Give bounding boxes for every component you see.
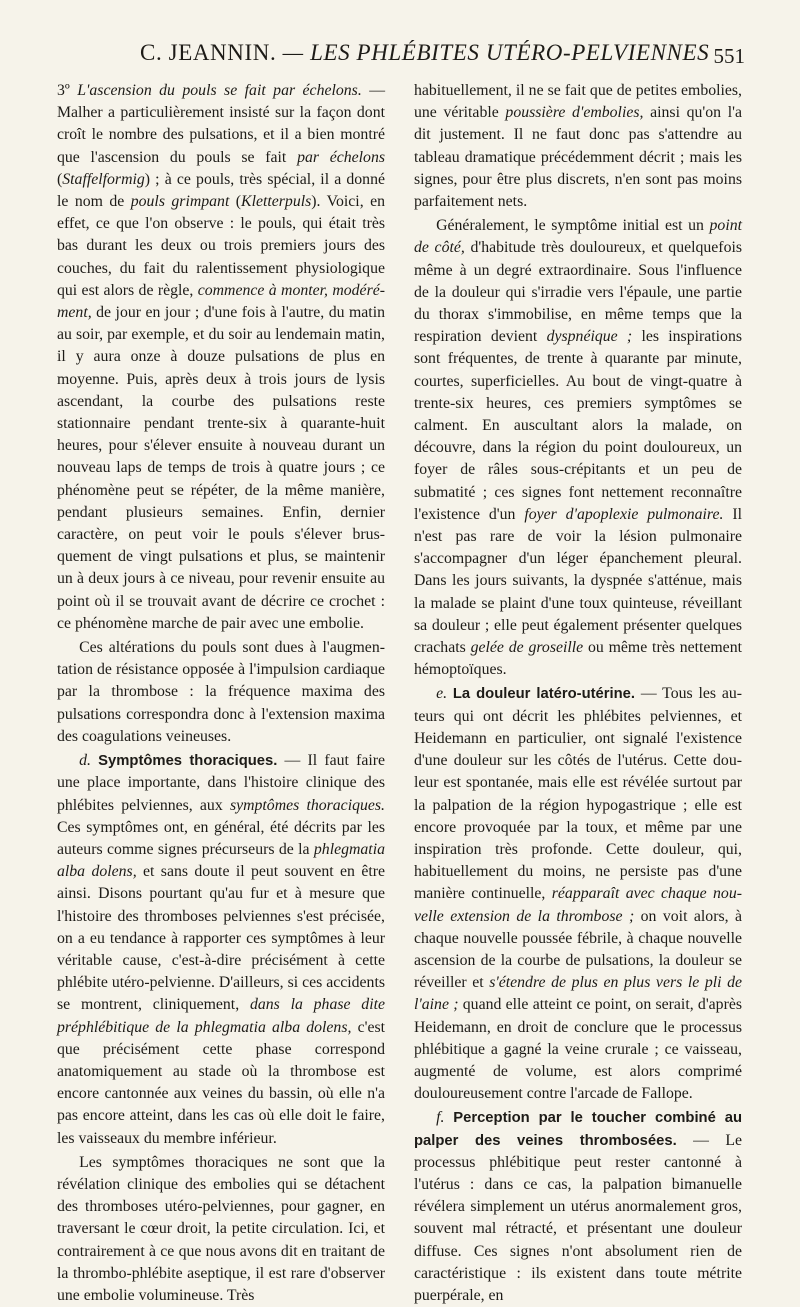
italic-text: symptômes thoraciques. <box>229 796 385 814</box>
header-dash: — <box>276 40 311 65</box>
text-run: — Le processus phlébitique peut rester cantonné à l'utérus : dans ce cas, la palpation bimanuelle révélera simplement un utérus anormalement gros, souvent mal rétracté, et présentant une douleur diffuse. Ces signes n'ont absolument rien de caractéristique : ils existent dans toute métrite puerpérale, en <box>414 1131 742 1304</box>
italic-text: dyspnéique ; <box>546 328 633 346</box>
text-run: ( <box>229 193 242 211</box>
text-run: — Il faut faire une place importante, dans l'histoire clinique des phlébites pelviennes, aux <box>57 752 386 814</box>
italic-text: poussière d'embolies, <box>505 104 644 122</box>
section-heading: La douleur latéro-utérine. <box>452 686 636 703</box>
page-number: 551 <box>713 44 745 68</box>
italic-text: gelée de groseille <box>470 639 584 657</box>
text-run: c'est que précisément cette phase correspond anatomiquement au stade où la thrombose est encore cantonnée aux veines du bassin, où elle n'a pas encore atteint, dans les cas où elle doit le faire, les vaisseaux du membre inférieur. <box>57 1018 385 1147</box>
section-letter: e. <box>436 685 448 703</box>
text-run: ( <box>57 170 63 188</box>
text-run: Ces altérations du pouls sont dues à l'augmentation de résistance opposée à l'impulsion cardiaque par la thrombose : la fréquence maxima des pulsations correspondra donc à l'extension maxima des coagulations veineuses. <box>57 639 385 745</box>
text-run: — Tous les auteurs qui ont décrit les phlébites pelviennes, et Heidemann en particulier, ont signalé l'existence d'une douleur sur les côtés de l'utérus. Cette douleur est spontanée, mais elle est révélée surtout par la palpation de la région hypogastrique ; elle est encore provoquée par la toux, et même par une inspiration très profonde. Cette douleur, qui, habituellement du moins, ne persiste pas d'une manière continuelle, <box>414 685 742 903</box>
running-header <box>55 40 745 74</box>
text-run: de jour en jour ; d'une fois à l'autre, du matin au soir, par exemple, et du soir au lendemain matin, il y aura onze à douze pulsations de plus en moyenne. Puis, après deux à trois jours de lysis ascendant, la courbe des pulsations reste stationnaire pendant trente-six à quarante-huit heures, pour s'élever ensuite à nouveau durant un nouveau laps de temps de trois à quatre jours ; ce phénomène peut se répéter, de la même manière, pendant plusieurs semaines. Enfin, dernier caractère, on peut voir le pouls s'élever brusquement de vingt pulsations et plus, se maintenir un à deux jours à ce niveau, pour revenir ensuite au point où il se trouvait avant de décrire ce crochet : ce phénomène marche de pair avec une embolie. <box>57 304 385 632</box>
italic-text: commence à monter, modérément, <box>57 281 385 322</box>
text-run: on voit alors, à chaque nouvelle poussée fébrile, à chaque nouvelle ascension de la courbe de pulsations, la douleur se réveiller et <box>414 907 742 992</box>
text-run: 3º <box>57 82 78 99</box>
paragraph <box>414 683 742 1105</box>
paragraph <box>414 80 742 213</box>
italic-text: Staffelformig <box>62 170 145 188</box>
text-run: ou même très nettement hémoptoïques. <box>414 639 742 679</box>
text-run: Généralement, le symptôme initial est un <box>436 217 710 235</box>
italic-text: dans la phase dite préphlébitique de la phlegmatia alba dolens, <box>57 996 385 1036</box>
left-column <box>57 80 385 1307</box>
italic-text: foyer d'apoplexie pulmonaire. <box>524 505 724 523</box>
italic-text: s'étendre de plus en plus vers le pli de l'aine ; <box>414 974 742 1014</box>
paragraph-body <box>57 752 385 1146</box>
italic-text: réapparaît avec chaque nouvelle extension de la thrombose ; <box>414 885 742 925</box>
section-letter: d. <box>79 752 91 770</box>
text-run: ainsi qu'on l'a dit justement. Il ne faut donc pas s'attendre au tableau dramatique précédemment décrit ; mais les signes, pour être plus discrets, n'en sont pas moins parfaitement nets. <box>414 104 743 211</box>
paragraph <box>57 1152 385 1307</box>
text-run: ) ; à ce pouls, très spécial, il a donné le nom de <box>57 170 385 211</box>
italic-text: point de côté, <box>414 217 742 257</box>
text-run: et sans doute il peut souvent en être ainsi. Disons pourtant qu'au fur et à mesure que l'histoire des thromboses pelviennes s'est précisée, on a eu tendance à rapporter ces symptômes à leur véritable cause, c'est-à-dire précisément à cette phlébite utéro-pelvienne. D'ailleurs, si ces accidents se montrent, cliniquement, <box>57 863 385 1014</box>
italic-text: phlegmatia alba dolens, <box>57 840 385 881</box>
text-run: ). Voici, en effet, ce que l'on observe : le pouls, qui était très bas durant les deux ou trois premiers jours des couches, du fait du ralentissement physiologique qui est alors de règle, <box>57 193 385 299</box>
italic-text: pouls grimpant <box>130 193 230 211</box>
text-run: Il n'est pas rare de voir la lésion pulmonaire s'accompagner d'un léger épanchement pleural. Dans les jours suivants, la dyspnée s'atténue, mais la malade se plaint d'une toux quinteuse, réveillant sa douleur ; elle peut également présenter quelques crachats <box>414 505 742 657</box>
text-run: d'habitude très douloureux, et quelquefois même à un degré extraordinaire. Sous l'influence de la douleur qui s'irradie vers l'épaule, une partie du thorax s'immobilise, en même temps que la respiration devient <box>414 239 742 346</box>
paragraph <box>57 750 385 1150</box>
right-column <box>414 80 742 1307</box>
text-run: habituellement, il ne se fait que de petites embolies, une véritable <box>414 82 742 122</box>
text-run: Ces symptômes ont, en général, été décrits par les auteurs comme signes précurseurs de la <box>57 818 385 858</box>
section-heading: Symptômes thoraciques. <box>98 753 278 770</box>
text-run: quand elle atteint ce point, on serait, d'après Heidemann, en droit de conclure que le processus phlébitique a gagné la veine crurale ; ce vaisseau, augmenté de volume, est alors comprimé douloureusement contre l'arcade de Fallope. <box>414 996 742 1103</box>
italic-text: par échelons <box>297 148 385 166</box>
paragraph-body <box>414 685 742 1102</box>
header-author: C. JEANNIN. <box>140 40 277 65</box>
header-article-title: LES PHLÉBITES UTÉRO-PELVIENNES <box>310 40 710 65</box>
paragraph <box>57 637 385 748</box>
paragraph <box>414 215 742 681</box>
paragraph-body <box>414 1132 742 1304</box>
section-letter: f. <box>436 1109 445 1127</box>
text-run: les inspirations sont fréquentes, de trente à quarante par minute, courtes, superficielles. Au bout de vingt-quatre à trente-six heures, ces premiers symptômes se calment. En auscultant alors la malade, on découvre, dans la région du point douloureux, un foyer de râles sous-crépitants et un peu de submatité ; ces signes font nettement reconnaître l'existence d'un <box>414 328 742 523</box>
italic-text: L'ascension du pouls se fait par échelons. <box>77 82 362 99</box>
header-title <box>140 40 709 66</box>
text-run: — Malher a particulièrement insisté sur la façon dont croît le nombre des pulsations, et il a bien montré que l'ascension du pouls se fait <box>57 82 386 166</box>
section-heading: Perception par le toucher combiné au palper des veines thrombosées. <box>414 1110 743 1149</box>
text-run: Les symptômes thoraciques ne sont que la révélation clinique des embolies qui se détachent des thromboses utéro-pelviennes, pour gagner, en traversant le cœur droit, la petite circulation. Ici, et contrairement à ce que nous avons dit en traitant de la thrombo-phlébite aseptique, il est rare d'observer une embolie volumineuse. Très <box>57 1153 385 1304</box>
paragraph <box>57 80 385 635</box>
italic-text: Kletterpuls <box>241 193 312 211</box>
paragraph <box>414 1107 742 1307</box>
